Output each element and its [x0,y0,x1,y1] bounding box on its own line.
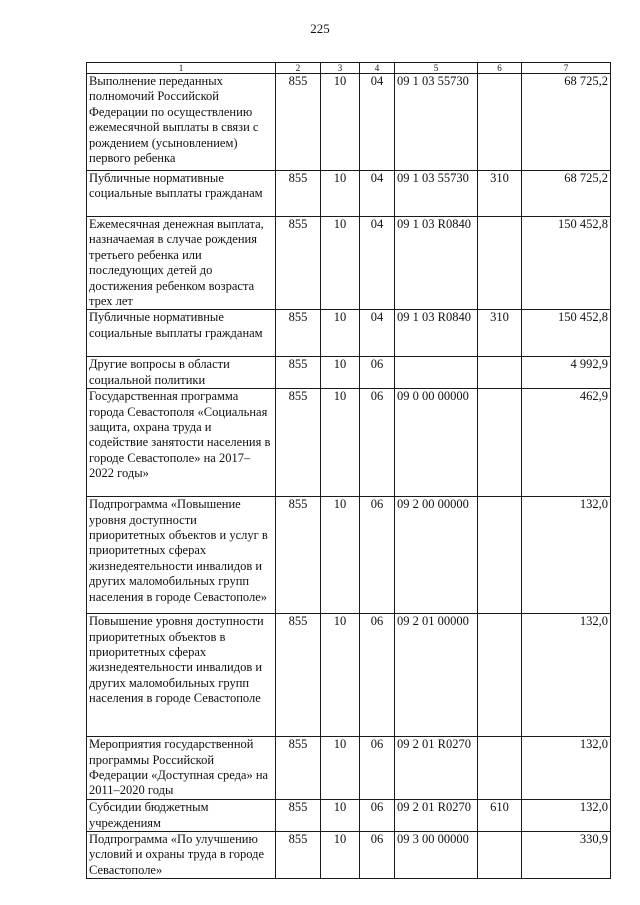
table-row [87,217,611,310]
ministry-code: 855 [276,800,321,832]
table-row [87,310,611,357]
target-item-code: 09 1 03 55730 [395,171,478,217]
column-number: 3 [321,63,360,74]
table-row [87,74,611,171]
section-code: 10 [321,310,360,357]
item-name: Ежемесячная денежная выплата, назначаемая в случае рождения третьего ребенка или последующих детей до достижения ребенком возраста трех лет [87,217,276,310]
target-item-code: 09 2 01 00000 [395,614,478,737]
expense-type-code: 310 [478,171,522,217]
column-number: 1 [87,63,276,74]
section-code: 10 [321,800,360,832]
subsection-code: 06 [360,614,395,737]
item-name: Выполнение переданных полномочий Российской Федерации по осуществлению ежемесячной выплаты в связи с рождением (усыновлением) первого ребенка [87,74,276,171]
expense-type-code [478,389,522,497]
subsection-code: 06 [360,497,395,614]
ministry-code: 855 [276,171,321,217]
section-code: 10 [321,497,360,614]
item-name: Публичные нормативные социальные выплаты гражданам [87,310,276,357]
subsection-code: 06 [360,800,395,832]
table-row [87,800,611,832]
expense-type-code [478,614,522,737]
section-code: 10 [321,171,360,217]
ministry-code: 855 [276,310,321,357]
section-code: 10 [321,737,360,800]
item-name: Публичные нормативные социальные выплаты гражданам [87,171,276,217]
budget-table [86,62,611,879]
subsection-code: 06 [360,832,395,879]
expense-type-code [478,497,522,614]
target-item-code: 09 1 03 55730 [395,74,478,171]
column-number: 4 [360,63,395,74]
section-code: 10 [321,74,360,171]
subsection-code: 04 [360,217,395,310]
target-item-code: 09 1 03 R0840 [395,217,478,310]
amount: 132,0 [522,800,611,832]
expense-type-code [478,832,522,879]
ministry-code: 855 [276,217,321,310]
target-item-code: 09 2 01 R0270 [395,800,478,832]
amount: 68 725,2 [522,171,611,217]
column-number: 7 [522,63,611,74]
amount: 462,9 [522,389,611,497]
amount: 68 725,2 [522,74,611,171]
item-name: Государственная программа города Севастополя «Социальная защита, охрана труда и содействие занятости населения в городе Севастополе» на 2017–2022 годы» [87,389,276,497]
page-number: 225 [310,21,330,36]
table-row [87,497,611,614]
subsection-code: 06 [360,389,395,497]
amount: 132,0 [522,614,611,737]
subsection-code: 04 [360,171,395,217]
item-name: Повышение уровня доступности приоритетных объектов в приоритетных сферах жизнедеятельности инвалидов и других маломобильных групп населения в городе Севастополе [87,614,276,737]
section-code: 10 [321,832,360,879]
table-row [87,614,611,737]
target-item-code: 09 2 01 R0270 [395,737,478,800]
expense-type-code: 610 [478,800,522,832]
item-name: Субсидии бюджетным учреждениям [87,800,276,832]
amount: 4 992,9 [522,357,611,389]
table-row [87,389,611,497]
section-code: 10 [321,389,360,497]
table-row [87,171,611,217]
ministry-code: 855 [276,614,321,737]
ministry-code: 855 [276,497,321,614]
item-name: Подпрограмма «Повышение уровня доступности приоритетных объектов и услуг в приоритетных сферах жизнедеятельности инвалидов и других маломобильных групп населения в городе Севастополе» [87,497,276,614]
item-name: Подпрограмма «По улучшению условий и охраны труда в городе Севастополе» [87,832,276,879]
expense-type-code: 310 [478,310,522,357]
expense-type-code [478,74,522,171]
expense-type-code [478,737,522,800]
target-item-code [395,357,478,389]
item-name: Другие вопросы в области социальной политики [87,357,276,389]
subsection-code: 06 [360,737,395,800]
target-item-code: 09 1 03 R0840 [395,310,478,357]
section-code: 10 [321,357,360,389]
table-row [87,357,611,389]
amount: 132,0 [522,737,611,800]
subsection-code: 06 [360,357,395,389]
table-row [87,832,611,879]
section-code: 10 [321,614,360,737]
target-item-code: 09 2 00 00000 [395,497,478,614]
target-item-code: 09 3 00 00000 [395,832,478,879]
column-number: 5 [395,63,478,74]
item-name: Мероприятия государственной программы Российской Федерации «Доступная среда» на 2011–2020 годы [87,737,276,800]
column-number-row [87,63,611,74]
expense-type-code [478,217,522,310]
ministry-code: 855 [276,389,321,497]
amount: 330,9 [522,832,611,879]
target-item-code: 09 0 00 00000 [395,389,478,497]
ministry-code: 855 [276,832,321,879]
ministry-code: 855 [276,74,321,171]
amount: 132,0 [522,497,611,614]
section-code: 10 [321,217,360,310]
amount: 150 452,8 [522,310,611,357]
subsection-code: 04 [360,74,395,171]
subsection-code: 04 [360,310,395,357]
expense-type-code [478,357,522,389]
column-number: 6 [478,63,522,74]
ministry-code: 855 [276,737,321,800]
column-number: 2 [276,63,321,74]
ministry-code: 855 [276,357,321,389]
table-row [87,737,611,800]
amount: 150 452,8 [522,217,611,310]
